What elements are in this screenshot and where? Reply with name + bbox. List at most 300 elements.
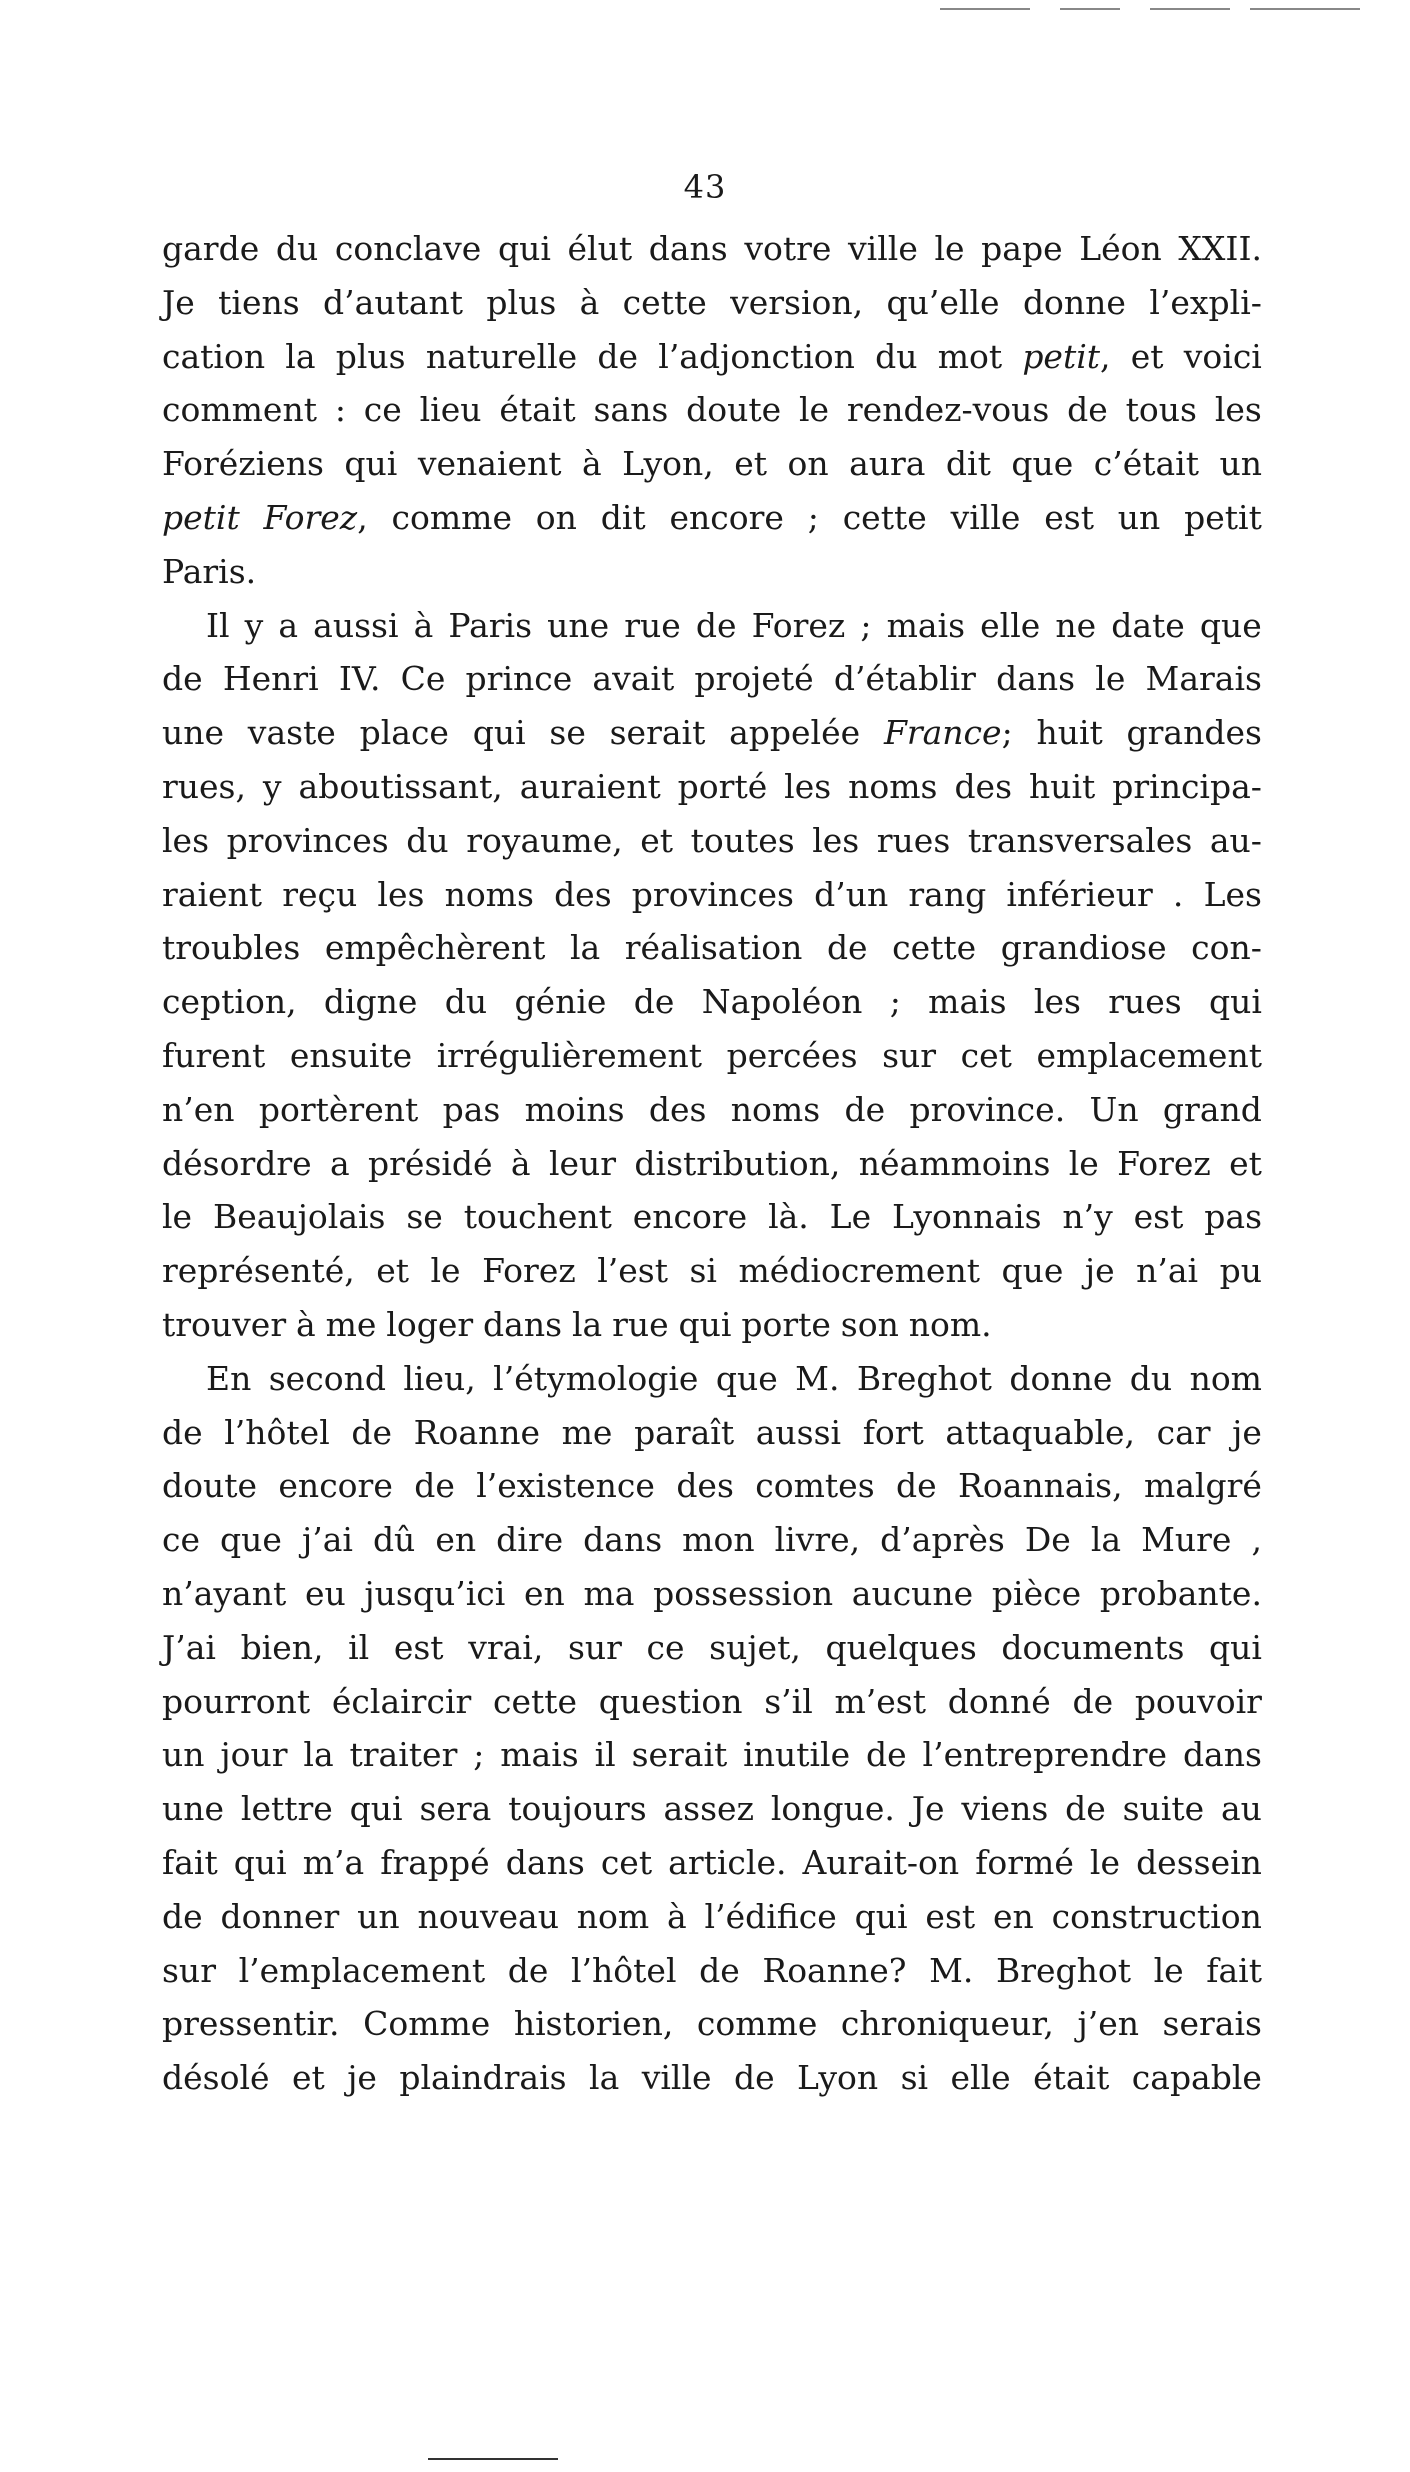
word: probante. (1099, 1573, 1262, 1613)
word: Lyon, (622, 444, 714, 484)
word: si (900, 2058, 929, 2098)
word: l’est (597, 1251, 668, 1291)
text-line (162, 1406, 1262, 1460)
word: fort (862, 1412, 924, 1452)
word: assez (663, 1789, 754, 1829)
word: j’en (1077, 2004, 1139, 2044)
word: ; (807, 497, 819, 537)
word: qui (1208, 1627, 1262, 1667)
text-line (162, 1459, 1262, 1513)
word: médiocrement (738, 1251, 980, 1291)
word: qui (854, 1896, 908, 1936)
word: donner (220, 1896, 340, 1936)
word: que (1011, 444, 1074, 484)
word: formé (975, 1842, 1074, 1882)
word: un (357, 1896, 400, 1936)
word: la (285, 336, 316, 376)
text-line (162, 1029, 1262, 1083)
word: d’autant (323, 282, 464, 322)
word: le (798, 390, 830, 430)
word: Je (162, 282, 195, 322)
word: de (1065, 1789, 1106, 1829)
word: des (954, 766, 1013, 806)
word: noms (730, 1089, 821, 1129)
word: une (547, 605, 610, 645)
word: est (925, 1896, 976, 1936)
text-line (162, 652, 1262, 706)
word: reçu (282, 874, 358, 914)
word: néammoins (858, 1143, 1051, 1183)
word: votre (744, 229, 832, 268)
word: de (695, 605, 737, 645)
top-edge-rule (940, 8, 1030, 10)
word: des (554, 874, 612, 914)
word: provinces (631, 874, 794, 914)
word: aussi (755, 1412, 842, 1452)
word: et (734, 444, 767, 484)
word: le (162, 1197, 193, 1237)
word: me (561, 1412, 613, 1452)
word: un (1117, 497, 1161, 537)
word: à (579, 282, 600, 322)
word: loger (386, 1304, 474, 1344)
word: élut (567, 229, 633, 268)
word: que (1001, 1251, 1064, 1291)
text-line (162, 383, 1262, 437)
word: était (1033, 2058, 1110, 2098)
word: furent (162, 1035, 266, 1075)
word: royaume, (466, 820, 623, 860)
word: ville (950, 497, 1021, 537)
word: elle (950, 2058, 1011, 2098)
word: me (325, 1304, 377, 1344)
word: son (840, 1304, 899, 1344)
word: l’édifice (704, 1896, 837, 1936)
word: qui (472, 713, 526, 753)
word: d’établir (833, 659, 976, 699)
text-line (162, 760, 1262, 814)
text-line (162, 545, 1262, 599)
word: article. (668, 1842, 787, 1882)
word: Forez, (263, 497, 368, 537)
bottom-rule (428, 2458, 558, 2460)
word: portèrent (258, 1089, 419, 1129)
word: doute (162, 1466, 258, 1506)
word: en (435, 1520, 477, 1560)
word: rues (1108, 982, 1182, 1022)
top-edge-rule (1250, 8, 1360, 10)
word: petit (1184, 497, 1262, 537)
word: et (1229, 1143, 1262, 1183)
word: naturelle (425, 336, 578, 376)
word: XXII. (1178, 229, 1262, 268)
word: auraient (519, 766, 661, 806)
word: ce (363, 390, 402, 430)
word: cette (622, 282, 707, 322)
word: que (715, 1358, 778, 1398)
word: eu (304, 1573, 346, 1613)
word: je (1232, 1412, 1262, 1452)
word: dire (496, 1520, 564, 1560)
word: éclaircir (331, 1681, 472, 1721)
word: Forez (1117, 1143, 1211, 1183)
word: la (303, 1735, 334, 1775)
word: les (1214, 390, 1262, 430)
word: le (1153, 1950, 1184, 1990)
word: jusqu’ici (364, 1573, 506, 1613)
word: sera (419, 1789, 492, 1829)
word: de (1072, 1681, 1114, 1721)
word: je (347, 2058, 377, 2098)
word: noms (444, 874, 534, 914)
text-line (162, 706, 1262, 760)
word: sur (162, 1950, 216, 1990)
word: nom (576, 1896, 650, 1936)
word: cette (892, 928, 977, 968)
word: jour (220, 1735, 288, 1775)
word: documents (1001, 1627, 1185, 1667)
word: avait (592, 659, 675, 699)
word: de (162, 1412, 203, 1452)
word: frappé (380, 1842, 490, 1882)
word: se (549, 713, 586, 753)
word: toujours (508, 1789, 647, 1829)
word: l’adjonction (658, 336, 855, 376)
word: Napoléon (701, 982, 863, 1022)
word: malgré (1143, 1466, 1262, 1506)
text-line (162, 222, 1262, 276)
word: se (406, 1197, 443, 1237)
word: Foréziens (162, 444, 324, 484)
word: Beaujolais (212, 1197, 386, 1237)
word: dû (372, 1520, 416, 1560)
word: cet (960, 1035, 1012, 1075)
word: fait (1206, 1950, 1262, 1990)
word: inférieur (1006, 874, 1153, 914)
word: distribution, (634, 1143, 841, 1183)
text-line (162, 1997, 1262, 2051)
word: l’entreprendre (922, 1735, 1168, 1775)
word: les (162, 820, 210, 860)
word: nouveau (417, 1896, 559, 1936)
text-line (162, 814, 1262, 868)
text-line (162, 1513, 1262, 1567)
word: du (275, 229, 319, 268)
word: digne (323, 982, 418, 1022)
word: comme (696, 2004, 818, 2044)
word: place (359, 713, 449, 753)
word: au (1221, 1789, 1262, 1829)
word: possession (653, 1573, 834, 1613)
text-line (162, 276, 1262, 330)
word: m’a (302, 1842, 365, 1882)
word: voici (1183, 336, 1262, 376)
word: qui (1209, 982, 1262, 1022)
word: huit (1036, 713, 1103, 753)
word: M. (929, 1950, 974, 1990)
word: ; (473, 1735, 485, 1775)
word: nom (1189, 1358, 1262, 1398)
word: ville (848, 229, 918, 268)
word: plaindrais (399, 2058, 567, 2098)
word: longue. (770, 1789, 895, 1829)
word: j’ai (301, 1520, 353, 1560)
word: l’emplacement (238, 1950, 486, 1990)
word: cette (842, 497, 927, 537)
word: trouver (162, 1304, 287, 1344)
word: rue (612, 1304, 669, 1344)
word: que (220, 1520, 282, 1560)
word: du (406, 820, 449, 860)
word: aboutissant, (298, 766, 503, 806)
word: Marais (1145, 659, 1262, 699)
text-line (162, 1567, 1262, 1621)
word: empêchèrent (324, 928, 546, 968)
text-line (162, 1298, 1262, 1352)
word: en (992, 1896, 1034, 1936)
word: dessein (1136, 1842, 1262, 1882)
word: serais (1162, 2004, 1262, 2044)
word: pièce (991, 1573, 1082, 1613)
word: de (699, 1950, 740, 1990)
word: grand (1162, 1089, 1262, 1129)
word: appelée (729, 713, 861, 753)
word: un (1219, 444, 1262, 484)
top-edge-rule (1060, 8, 1120, 10)
word: et (291, 2058, 325, 2098)
word: lettre (240, 1789, 333, 1829)
word: est (1133, 1197, 1184, 1237)
word: à (581, 444, 602, 484)
word: province. (909, 1089, 1066, 1129)
word: n’ai (1136, 1251, 1199, 1291)
word: les (1033, 982, 1081, 1022)
word: a (278, 605, 299, 645)
word: dans (1182, 1735, 1262, 1775)
word: le (1068, 1143, 1099, 1183)
text-line (162, 1621, 1262, 1675)
word: mon (682, 1520, 755, 1560)
word: de (826, 928, 868, 968)
word: viens (961, 1789, 1049, 1829)
word: l’expli- (1149, 282, 1262, 322)
word: elle (980, 605, 1041, 645)
word: cet (600, 1842, 653, 1882)
word: quelques (825, 1627, 977, 1667)
word: Un (1089, 1089, 1139, 1129)
word: dit (600, 497, 646, 537)
word: pape (981, 229, 1063, 268)
word: ma (583, 1573, 635, 1613)
word: l’hôtel (570, 1950, 677, 1990)
word: porté (677, 766, 768, 806)
word: la (571, 1304, 603, 1344)
word: rues (876, 820, 951, 860)
word: conclave (334, 229, 482, 268)
word: n’en (162, 1089, 235, 1129)
word: la (1090, 1520, 1122, 1560)
word: il (348, 1627, 370, 1667)
text-line (162, 330, 1262, 384)
word: version, (730, 282, 864, 322)
word: une (162, 1789, 225, 1829)
word: dans (483, 1304, 563, 1344)
word: là. (768, 1197, 809, 1237)
word: Il (206, 605, 230, 645)
word: était (499, 390, 576, 430)
word: y (244, 605, 264, 645)
word: encore (632, 1197, 748, 1237)
page-number: 43 (683, 168, 727, 206)
word: plus (486, 282, 557, 322)
word: lieu, (403, 1358, 476, 1398)
word: mais (928, 982, 1007, 1022)
text-line (162, 868, 1262, 922)
word: à (413, 605, 434, 645)
text-line (162, 1836, 1262, 1890)
word: serait (609, 713, 706, 753)
word: pressentir. (162, 2004, 340, 2044)
word: de (507, 1950, 549, 1990)
word: sans (593, 390, 669, 430)
word: l’hôtel (224, 1412, 330, 1452)
word: rue (624, 605, 681, 645)
word: comtes (755, 1466, 875, 1506)
word: n’y (1062, 1197, 1113, 1237)
word: de (896, 1466, 937, 1506)
word: de (733, 2058, 775, 2098)
word: cation (162, 336, 266, 376)
word: que (1199, 605, 1262, 645)
word: à (296, 1304, 316, 1344)
word: Je (911, 1789, 945, 1829)
word: mot (937, 336, 1003, 376)
word: toutes (690, 820, 795, 860)
word: ception, (162, 982, 297, 1022)
word: qui (349, 1789, 403, 1829)
word: Paris. (162, 551, 257, 591)
word: on (535, 497, 577, 537)
word: de (844, 1089, 886, 1129)
word: des (676, 1466, 734, 1506)
word: de (1067, 390, 1108, 430)
word: historien, (513, 2004, 674, 2044)
word: Breghot (995, 1950, 1131, 1990)
word: un (162, 1735, 205, 1775)
word: sur (882, 1035, 937, 1075)
word: . (1172, 874, 1184, 914)
word: s’il (764, 1681, 813, 1721)
word: dans (505, 1842, 585, 1882)
word: qui (344, 444, 398, 484)
word: Lyon (797, 2058, 879, 2098)
word: de (351, 1412, 393, 1452)
word: touchent (463, 1197, 612, 1237)
word: : (334, 390, 346, 430)
text-line (162, 1083, 1262, 1137)
word: Forez (482, 1251, 576, 1291)
word: le (430, 1251, 461, 1291)
word: m’est (834, 1681, 927, 1721)
word: réalisation (624, 928, 803, 968)
word: les (812, 820, 860, 860)
word: encore (278, 1466, 393, 1506)
word: Mure (1141, 1520, 1232, 1560)
word: à (510, 1143, 531, 1183)
word: ville (641, 2058, 712, 2098)
word: de (162, 1896, 203, 1936)
word: dans (648, 229, 728, 268)
word: et (376, 1251, 410, 1291)
word: de (414, 1466, 455, 1506)
word: pu (1219, 1251, 1262, 1291)
word: venaient (417, 444, 562, 484)
text-line (162, 975, 1262, 1029)
word: qui (497, 229, 551, 268)
word: je (1084, 1251, 1115, 1291)
word: question (598, 1681, 743, 1721)
word: Breghot (856, 1358, 992, 1398)
word: aura (849, 444, 926, 484)
word: encore (669, 497, 784, 537)
text-line (162, 921, 1262, 975)
word: mais (500, 1735, 579, 1775)
word: car (1156, 1412, 1211, 1452)
word: rang (908, 874, 987, 914)
word: vrai, (468, 1627, 544, 1667)
word: rendez-vous (846, 390, 1050, 430)
word: a (330, 1143, 350, 1183)
word: pouvoir (1134, 1681, 1262, 1721)
word: donné (947, 1681, 1051, 1721)
text-line (162, 1944, 1262, 1998)
word: du (444, 982, 488, 1022)
word: provinces (226, 820, 389, 860)
word: la (589, 2058, 620, 2098)
word: pas (1204, 1197, 1262, 1237)
word: en (524, 1573, 565, 1613)
word: livre, (774, 1520, 861, 1560)
word: donne (1022, 282, 1126, 322)
word: si (689, 1251, 717, 1291)
word: petit (162, 497, 240, 537)
word: cette (492, 1681, 578, 1721)
text-line (162, 1782, 1262, 1836)
word: principa- (1112, 766, 1262, 806)
word: bien, (240, 1627, 324, 1667)
text-line (162, 1244, 1262, 1298)
word: à (667, 1896, 687, 1936)
word: est (1044, 497, 1094, 537)
word: doute (686, 390, 782, 430)
word: désolé (162, 2058, 270, 2098)
word: J’ai (162, 1627, 216, 1667)
word: pas (442, 1089, 501, 1129)
word: est (393, 1627, 444, 1667)
word: noms (848, 766, 938, 806)
word: pourront (162, 1681, 311, 1721)
word: présidé (368, 1143, 493, 1183)
text-line (162, 2051, 1262, 2105)
word: construction (1051, 1896, 1262, 1936)
word: second (268, 1358, 386, 1398)
word: l’étymologie (493, 1358, 699, 1398)
text-line (162, 1137, 1262, 1191)
word: y (262, 766, 282, 806)
word: comme (391, 497, 512, 537)
word: Forez (751, 605, 846, 645)
word: aussi (313, 605, 399, 645)
